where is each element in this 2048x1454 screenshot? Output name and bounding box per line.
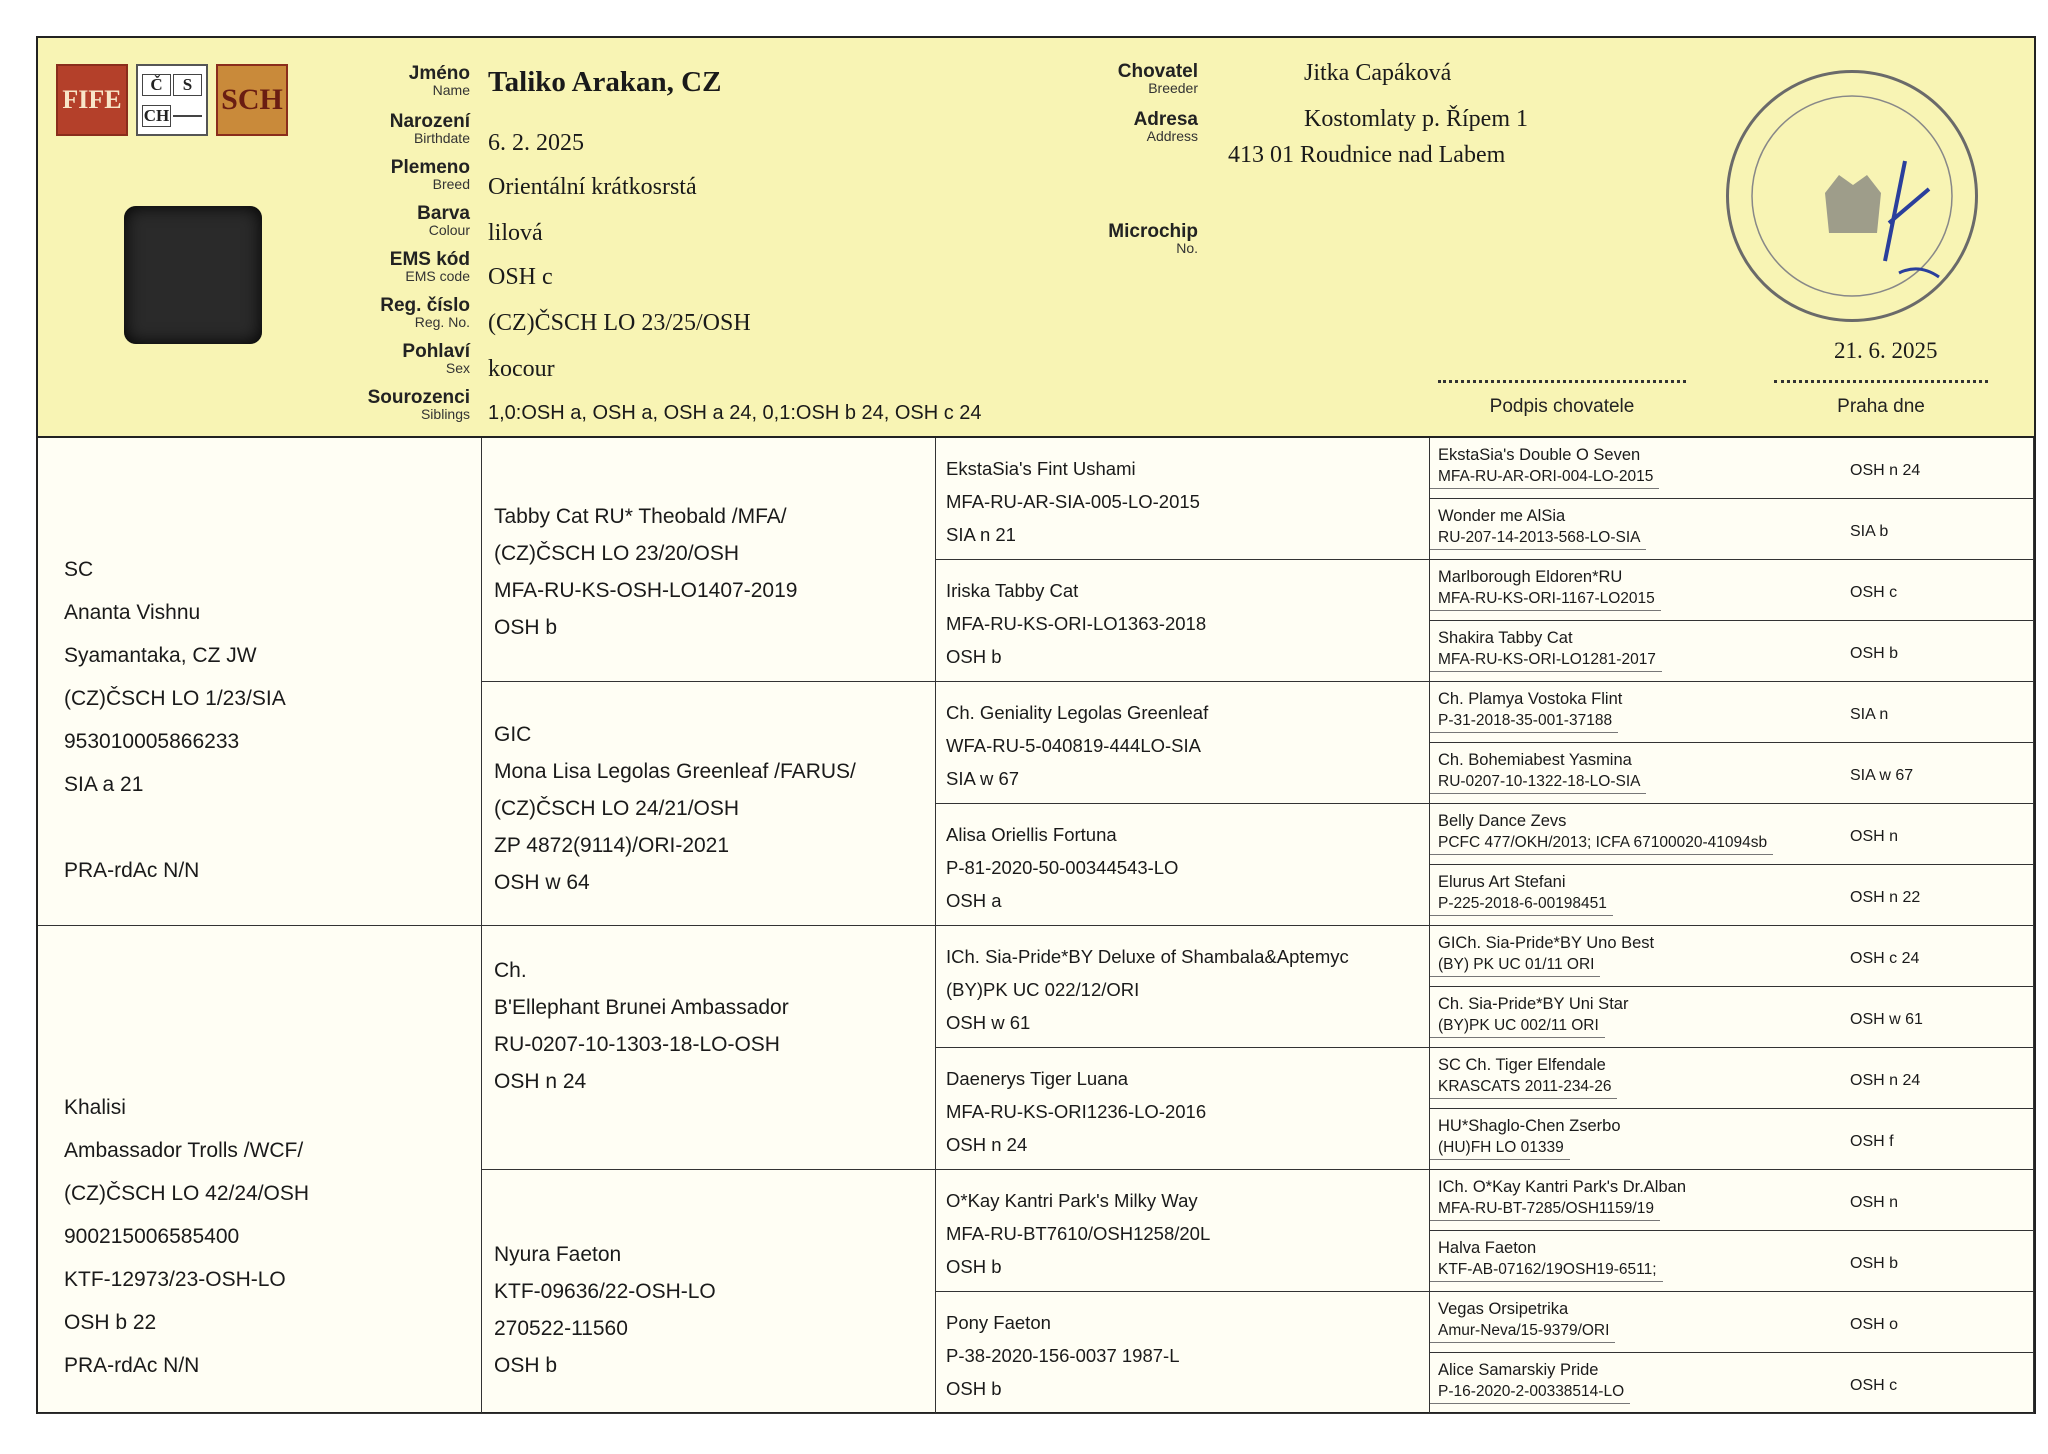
ancestor-ems-code: OSH n 24	[1850, 1072, 1921, 1089]
pedigree-line: Khalisi	[64, 1096, 126, 1119]
pedigree-line: SIA a 21	[64, 773, 144, 796]
ancestor-reg-number: RU-0207-10-1322-18-LO-SIA	[1430, 771, 1646, 794]
ancestor-ems-code: OSH c	[1850, 1377, 1898, 1394]
cat-book-logo-text: SCH	[221, 83, 283, 116]
pedigree-line: 270522-11560	[494, 1317, 628, 1340]
great-great-grandparent-cell	[1430, 621, 2034, 682]
pedigree-line: Ambassador Trolls /WCF/	[64, 1139, 304, 1162]
pedigree-line	[38, 806, 481, 849]
pedigree-line: Ch.	[494, 959, 527, 982]
pedigree-line: ZP 4872(9114)/ORI-2021	[494, 834, 730, 857]
grandparent-cell	[482, 1170, 936, 1414]
great-great-grandparent-cell	[1430, 1109, 2034, 1170]
ancestor-ems-code: OSH n	[1850, 828, 1899, 845]
cat-name: Taliko Arakan, CZ	[488, 66, 722, 98]
siblings-label: Sourozenci Siblings	[367, 387, 470, 422]
ancestor-reg-number: (BY)PK UC 002/11 ORI	[1430, 1015, 1605, 1038]
official-stamp	[1726, 70, 1978, 322]
ancestor-ems-code: OSH b	[1850, 645, 1899, 662]
great-great-grandparent-cell	[1430, 1353, 2034, 1414]
pedigree-line: WFA-RU-5-040819-444LO-SIA	[946, 735, 1201, 756]
pedigree-line: Pony Faeton	[946, 1312, 1051, 1333]
ancestor-reg-number: P-16-2020-2-00338514-LO	[1430, 1381, 1630, 1404]
ems-label: EMS kód EMS code	[389, 249, 470, 284]
pedigree-line: RU-0207-10-1303-18-LO-OSH	[494, 1033, 780, 1056]
sex-label: Pohlaví Sex	[402, 341, 470, 376]
ancestor-name: Halva Faeton	[1438, 1239, 1537, 1257]
csch-logo-s: S	[173, 74, 202, 96]
pedigree-line: KTF-09636/22-OSH-LO	[494, 1280, 716, 1303]
great-great-grandparent-cell	[1430, 1231, 2034, 1292]
pedigree-line: GIC	[494, 723, 532, 746]
pedigree-line: 900215006585400	[64, 1225, 240, 1248]
ancestor-name: Ch. Sia-Pride*BY Uni Star	[1438, 995, 1629, 1013]
great-great-grandparent-cell	[1430, 1292, 2034, 1353]
hologram-sticker	[124, 206, 262, 344]
cat-siblings: 1,0:OSH a, OSH a, OSH a 24, 0,1:OSH b 24, OSH c 24	[488, 402, 982, 424]
pedigree-line: OSH n 24	[946, 1134, 1028, 1155]
ancestor-reg-number: P-225-2018-6-00198451	[1430, 893, 1613, 916]
great-great-grandparent-cell	[1430, 1048, 2034, 1109]
microchip-label: Microchip No.	[1108, 221, 1198, 256]
ancestor-ems-code: OSH n 24	[1850, 462, 1921, 479]
csch-logo-ch: CH	[143, 105, 170, 125]
pedigree-line: EkstaSia's Fint Ushami	[946, 458, 1136, 479]
ancestor-ems-code: SIA n	[1850, 706, 1889, 723]
grandparent-cell	[482, 682, 936, 926]
pedigree-table	[38, 438, 2034, 1414]
great-great-grandparent-cell	[1430, 987, 2034, 1048]
ancestor-name: Elurus Art Stefani	[1438, 873, 1566, 891]
pedigree-certificate	[36, 36, 2036, 1414]
great-grandparent-cell	[936, 1170, 1430, 1292]
ancestor-reg-number: MFA-RU-BT-7285/OSH1159/19	[1430, 1198, 1660, 1221]
pedigree-line: MFA-RU-KS-OSH-LO1407-2019	[494, 579, 798, 602]
pedigree-line: B'Ellephant Brunei Ambassador	[494, 996, 789, 1019]
great-grandparent-cell	[936, 1048, 1430, 1170]
pedigree-line: OSH b	[494, 1354, 558, 1377]
ancestor-reg-number: Amur-Neva/15-9379/ORI	[1430, 1320, 1615, 1343]
pedigree-line: (CZ)ČSCH LO 42/24/OSH	[64, 1182, 310, 1205]
pedigree-line: P-38-2020-156-0037 1987-L	[946, 1345, 1180, 1366]
csch-logo-blank	[173, 115, 202, 117]
ancestor-name: Ch. Bohemiabest Yasmina	[1438, 751, 1632, 769]
pedigree-line: SIA n 21	[946, 524, 1016, 545]
great-great-grandparent-cell	[1430, 926, 2034, 987]
date-signature-line	[1774, 380, 1988, 383]
pedigree-line: Mona Lisa Legolas Greenleaf /FARUS/	[494, 760, 856, 783]
ancestor-ems-code: OSH f	[1850, 1133, 1894, 1150]
ancestor-reg-number: MFA-RU-KS-ORI-LO1281-2017	[1430, 649, 1662, 672]
breeder-signature-line	[1438, 380, 1686, 383]
pedigree-line: P-81-2020-50-00344543-LO	[946, 857, 1179, 878]
great-grandparent-cell	[936, 926, 1430, 1048]
breeder-address-line2: 413 01 Roudnice nad Labem	[1228, 142, 1506, 168]
signature-date: 21. 6. 2025	[1834, 338, 1938, 363]
pedigree-line: OSH b	[946, 646, 1002, 667]
great-great-grandparent-cell	[1430, 560, 2034, 621]
great-great-grandparent-cell	[1430, 438, 2034, 499]
ancestor-reg-number: PCFC 477/OKH/2013; ICFA 67100020-41094sb	[1430, 832, 1773, 855]
great-grandparent-cell	[936, 1292, 1430, 1414]
ancestor-name: SC Ch. Tiger Elfendale	[1438, 1056, 1606, 1074]
pedigree-line: OSH n 24	[494, 1070, 587, 1093]
stamp-graphic	[1729, 73, 1975, 319]
ancestor-name: Shakira Tabby Cat	[1438, 629, 1573, 647]
pedigree-line: MFA-RU-AR-SIA-005-LO-2015	[946, 491, 1200, 512]
breeder-address-line1: Kostomlaty p. Řípem 1	[1304, 106, 1528, 132]
great-great-grandparent-cell	[1430, 865, 2034, 926]
great-grandparent-cell	[936, 560, 1430, 682]
ancestor-reg-number: (BY) PK UC 01/11 ORI	[1430, 954, 1600, 977]
ancestor-reg-number: (HU)FH LO 01339	[1430, 1137, 1570, 1160]
pedigree-line: (CZ)ČSCH LO 23/20/OSH	[494, 542, 740, 565]
cat-colour: lilová	[488, 220, 543, 246]
pedigree-line: OSH b 22	[64, 1311, 157, 1334]
pedigree-line: MFA-RU-KS-ORI1236-LO-2016	[946, 1101, 1207, 1122]
fife-logo-text: FIFE	[62, 85, 122, 114]
pedigree-line: (BY)PK UC 022/12/ORI	[946, 979, 1140, 1000]
great-grandparent-cell	[936, 682, 1430, 804]
ancestor-reg-number: RU-207-14-2013-568-LO-SIA	[1430, 527, 1646, 550]
ancestor-ems-code: OSH c	[1850, 584, 1898, 601]
ancestor-reg-number: P-31-2018-35-001-37188	[1430, 710, 1618, 733]
pedigree-line: Ch. Geniality Legolas Greenleaf	[946, 702, 1209, 723]
cat-ems: OSH c	[488, 264, 553, 290]
ancestor-ems-code: OSH o	[1850, 1316, 1899, 1333]
ancestor-ems-code: OSH w 61	[1850, 1011, 1923, 1028]
ancestor-ems-code: OSH b	[1850, 1255, 1899, 1272]
breeder-label: Chovatel Breeder	[1117, 61, 1198, 96]
cat-sex: kocour	[488, 356, 555, 382]
ancestor-name: EkstaSia's Double O Seven	[1438, 446, 1641, 464]
pedigree-line: Ananta Vishnu	[64, 601, 201, 624]
breeder-name: Jitka Capáková	[1304, 60, 1452, 86]
reg-label: Reg. číslo Reg. No.	[380, 295, 470, 330]
ancestor-ems-code: OSH n	[1850, 1194, 1899, 1211]
pedigree-line: SC	[64, 558, 94, 581]
pedigree-line: KTF-12973/23-OSH-LO	[64, 1268, 286, 1291]
great-grandparent-cell	[936, 804, 1430, 926]
birthdate-label: Narození Birthdate	[389, 111, 470, 146]
pedigree-line: Nyura Faeton	[494, 1243, 622, 1266]
cat-book-logo	[216, 64, 288, 136]
ancestor-name: HU*Shaglo-Chen Zserbo	[1438, 1117, 1621, 1135]
ancestor-name: Alice Samarskiy Pride	[1438, 1361, 1599, 1379]
great-great-grandparent-cell	[1430, 682, 2034, 743]
pedigree-line: OSH w 61	[946, 1012, 1031, 1033]
pedigree-line: SIA w 67	[946, 768, 1020, 789]
pedigree-line: O*Kay Kantri Park's Milky Way	[946, 1190, 1198, 1211]
pedigree-line: (CZ)ČSCH LO 1/23/SIA	[64, 687, 286, 710]
pedigree-line: ICh. Sia-Pride*BY Deluxe of Shambala&Aptemyc	[946, 946, 1349, 967]
ancestor-ems-code: SIA w 67	[1850, 767, 1914, 784]
sire-cell	[38, 438, 482, 926]
ancestor-name: GICh. Sia-Pride*BY Uno Best	[1438, 934, 1655, 952]
pedigree-line: Tabby Cat RU* Theobald /MFA/	[494, 505, 787, 528]
ancestor-ems-code: SIA b	[1850, 523, 1889, 540]
address-label: Adresa Address	[1133, 109, 1198, 144]
ancestor-name: ICh. O*Kay Kantri Park's Dr.Alban	[1438, 1178, 1686, 1196]
great-great-grandparent-cell	[1430, 743, 2034, 804]
ancestor-reg-number: MFA-RU-AR-ORI-004-LO-2015	[1430, 466, 1659, 489]
ancestor-reg-number: KRASCATS 2011-234-26	[1430, 1076, 1617, 1099]
cat-birthdate: 6. 2. 2025	[488, 130, 584, 156]
place-date-label: Praha dne	[1837, 396, 1925, 417]
pedigree-line: Iriska Tabby Cat	[946, 580, 1079, 601]
name-label: Jméno Name	[408, 63, 470, 98]
great-grandparent-cell	[936, 438, 1430, 560]
ancestor-name: Belly Dance Zevs	[1438, 812, 1567, 830]
cat-reg: (CZ)ČSCH LO 23/25/OSH	[488, 310, 751, 336]
grandparent-cell	[482, 438, 936, 682]
breeder-signature-label: Podpis chovatele	[1489, 396, 1635, 417]
pedigree-line: MFA-RU-KS-ORI-LO1363-2018	[946, 613, 1207, 634]
ancestor-ems-code: OSH c 24	[1850, 950, 1920, 967]
ancestor-name: Ch. Plamya Vostoka Flint	[1438, 690, 1623, 708]
great-great-grandparent-cell	[1430, 1170, 2034, 1231]
ancestor-name: Marlborough Eldoren*RU	[1438, 568, 1623, 586]
ancestor-reg-number: KTF-AB-07162/19OSH19-6511;	[1430, 1259, 1663, 1282]
pedigree-line: 953010005866233	[64, 730, 240, 753]
colour-label: Barva Colour	[417, 203, 470, 238]
pedigree-line: OSH b	[494, 616, 558, 639]
fife-logo	[56, 64, 128, 136]
pedigree-line: OSH a	[946, 890, 1002, 911]
pedigree-line: (CZ)ČSCH LO 24/21/OSH	[494, 797, 740, 820]
csch-logo	[136, 64, 208, 136]
pedigree-line: Alisa Oriellis Fortuna	[946, 824, 1117, 845]
great-great-grandparent-cell	[1430, 499, 2034, 560]
certificate-header	[38, 38, 2034, 438]
pedigree-line: OSH b	[946, 1256, 1002, 1277]
pedigree-line: Syamantaka, CZ JW	[64, 644, 257, 667]
ancestor-reg-number: MFA-RU-KS-ORI-1167-LO2015	[1430, 588, 1661, 611]
grandparent-cell	[482, 926, 936, 1170]
great-great-grandparent-cell	[1430, 804, 2034, 865]
csch-logo-c: Č	[142, 74, 171, 96]
ancestor-name: Vegas Orsipetrika	[1438, 1300, 1569, 1318]
pedigree-line: PRA-rdAc N/N	[64, 859, 200, 882]
pedigree-line: PRA-rdAc N/N	[64, 1354, 200, 1377]
dam-cell	[38, 926, 482, 1414]
pedigree-line: Daenerys Tiger Luana	[946, 1068, 1129, 1089]
ancestor-name: Wonder me AlSia	[1438, 507, 1566, 525]
pedigree-line: MFA-RU-BT7610/OSH1258/20L	[946, 1223, 1211, 1244]
pedigree-line: OSH w 64	[494, 871, 590, 894]
association-logos	[56, 64, 288, 140]
breed-label: Plemeno Breed	[390, 157, 470, 192]
pedigree-line: OSH b	[946, 1378, 1002, 1399]
cat-breed: Orientální krátkosrstá	[488, 174, 697, 200]
ancestor-ems-code: OSH n 22	[1850, 889, 1921, 906]
